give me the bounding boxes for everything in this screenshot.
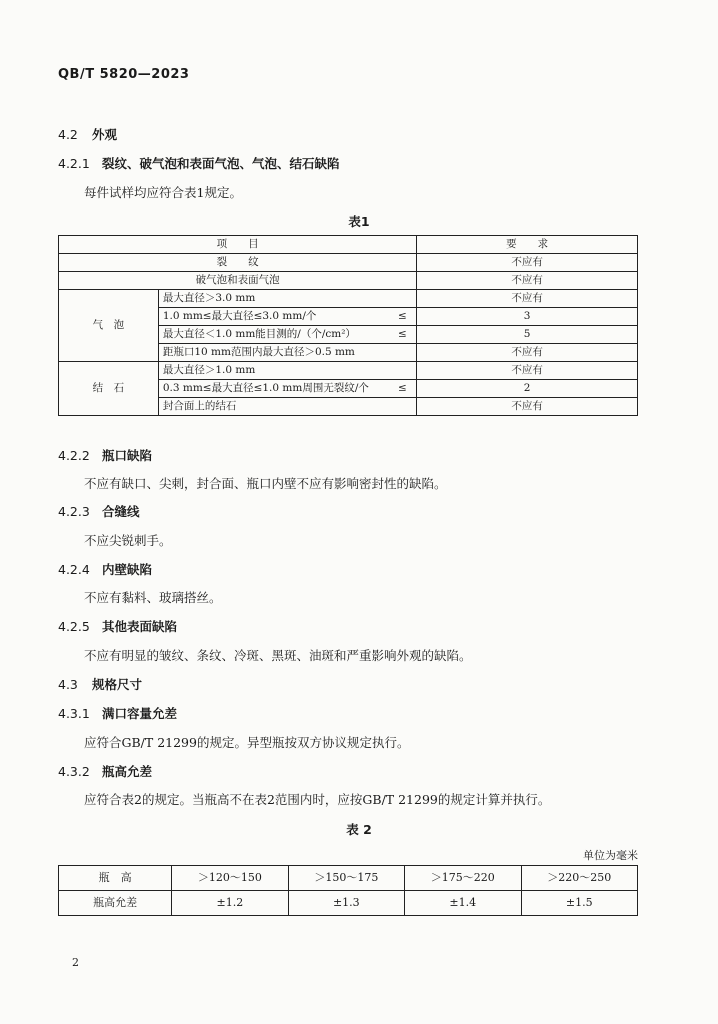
row-item: 距瓶口10 mm范围内最大直径＞0.5 mm bbox=[158, 344, 388, 362]
row-symbol bbox=[389, 290, 417, 308]
table-cell: ＞175～220 bbox=[405, 866, 521, 891]
section-4-3 bbox=[58, 675, 142, 693]
table-row bbox=[59, 290, 638, 308]
row-item: 最大直径＜1.0 mm能目测的/（个/cm²） bbox=[158, 326, 388, 344]
section-4-3-1 bbox=[58, 704, 177, 722]
row-item: 封合面上的结石 bbox=[158, 398, 388, 416]
section-title: 规格尺寸 bbox=[91, 677, 142, 692]
section-title: 内壁缺陷 bbox=[101, 562, 152, 577]
table-cell: ±1.5 bbox=[521, 891, 637, 916]
table1 bbox=[58, 235, 638, 416]
section-title: 外观 bbox=[91, 127, 117, 142]
row-symbol bbox=[389, 344, 417, 362]
paragraph: 不应有明显的皱纹、条纹、冷斑、黑斑、油斑和严重影响外观的缺陷。 bbox=[84, 648, 472, 663]
section-4-2-2 bbox=[58, 446, 152, 464]
row-item: 最大直径＞3.0 mm bbox=[158, 290, 388, 308]
row-symbol bbox=[389, 362, 417, 380]
section-number: 4.2.1 bbox=[58, 156, 90, 171]
section-number: 4.2.3 bbox=[58, 504, 90, 519]
table-row bbox=[59, 254, 638, 272]
section-title: 合缝线 bbox=[101, 504, 140, 519]
section-title: 瓶高允差 bbox=[101, 764, 152, 779]
paragraph: 不应有缺口、尖刺，封合面、瓶口内壁不应有影响密封性的缺陷。 bbox=[84, 476, 447, 491]
row-requirement: 3 bbox=[417, 308, 638, 326]
table2-caption: 表 2 bbox=[346, 822, 372, 837]
table2-unit: 单位为毫米 bbox=[583, 849, 638, 862]
page-number: 2 bbox=[72, 956, 79, 969]
section-4-2-1 bbox=[58, 154, 340, 172]
table-cell: ±1.4 bbox=[405, 891, 521, 916]
table-header-row bbox=[59, 866, 638, 891]
row-requirement: 不应有 bbox=[417, 398, 638, 416]
row-label: 裂 纹 bbox=[59, 254, 417, 272]
table-cell: ＞220～250 bbox=[521, 866, 637, 891]
row-item: 0.3 mm≤最大直径≤1.0 mm周围无裂纹/个 bbox=[158, 380, 388, 398]
section-number: 4.2.5 bbox=[58, 619, 90, 634]
section-number: 4.3.1 bbox=[58, 706, 90, 721]
table-row bbox=[59, 891, 638, 916]
header-requirement: 要 求 bbox=[417, 236, 638, 254]
row-requirement: 不应有 bbox=[417, 362, 638, 380]
section-4-2-3 bbox=[58, 502, 140, 520]
row-label: 破气泡和表面气泡 bbox=[59, 272, 417, 290]
table-cell: 瓶 高 bbox=[59, 866, 172, 891]
row-requirement: 不应有 bbox=[417, 272, 638, 290]
paragraph: 应符合GB/T 21299的规定。异型瓶按双方协议规定执行。 bbox=[84, 735, 410, 750]
row-symbol bbox=[389, 398, 417, 416]
section-4-2-5 bbox=[58, 617, 177, 635]
table-row bbox=[59, 362, 638, 380]
section-number: 4.3.2 bbox=[58, 764, 90, 779]
table-cell: 瓶高允差 bbox=[59, 891, 172, 916]
row-requirement: 5 bbox=[417, 326, 638, 344]
section-title: 其他表面缺陷 bbox=[101, 619, 177, 634]
table1-caption: 表1 bbox=[348, 214, 370, 229]
section-number: 4.2.4 bbox=[58, 562, 90, 577]
paragraph: 不应尖锐刺手。 bbox=[84, 533, 172, 548]
section-number: 4.3 bbox=[58, 677, 78, 692]
group-label-bubble: 气 泡 bbox=[59, 290, 159, 362]
row-symbol: ≤ bbox=[389, 308, 417, 326]
paragraph: 应符合表2的规定。当瓶高不在表2范围内时，应按GB/T 21299的规定计算并执行。 bbox=[84, 792, 551, 807]
row-symbol: ≤ bbox=[389, 380, 417, 398]
header-item: 项 目 bbox=[59, 236, 417, 254]
row-requirement: 不应有 bbox=[417, 254, 638, 272]
section-4-2 bbox=[58, 125, 117, 143]
table2 bbox=[58, 865, 638, 916]
row-symbol: ≤ bbox=[389, 326, 417, 344]
section-4-2-4 bbox=[58, 560, 152, 578]
group-label-stone: 结 石 bbox=[59, 362, 159, 416]
section-number: 4.2 bbox=[58, 127, 78, 142]
table-row bbox=[59, 272, 638, 290]
section-title: 瓶口缺陷 bbox=[101, 448, 152, 463]
standard-code: QB/T 5820—2023 bbox=[58, 67, 190, 82]
paragraph: 每件试样均应符合表1规定。 bbox=[84, 185, 242, 200]
paragraph: 不应有黏料、玻璃搭丝。 bbox=[84, 590, 222, 605]
table-cell: ＞150～175 bbox=[288, 866, 404, 891]
row-requirement: 2 bbox=[417, 380, 638, 398]
row-requirement: 不应有 bbox=[417, 344, 638, 362]
table-cell: ±1.2 bbox=[172, 891, 288, 916]
table-cell: ±1.3 bbox=[288, 891, 404, 916]
section-title: 裂纹、破气泡和表面气泡、气泡、结石缺陷 bbox=[101, 156, 340, 171]
row-requirement: 不应有 bbox=[417, 290, 638, 308]
section-title: 满口容量允差 bbox=[101, 706, 177, 721]
section-4-3-2 bbox=[58, 762, 152, 780]
row-item: 1.0 mm≤最大直径≤3.0 mm/个 bbox=[158, 308, 388, 326]
table-cell: ＞120～150 bbox=[172, 866, 288, 891]
table-header-row bbox=[59, 236, 638, 254]
section-number: 4.2.2 bbox=[58, 448, 90, 463]
row-item: 最大直径＞1.0 mm bbox=[158, 362, 388, 380]
